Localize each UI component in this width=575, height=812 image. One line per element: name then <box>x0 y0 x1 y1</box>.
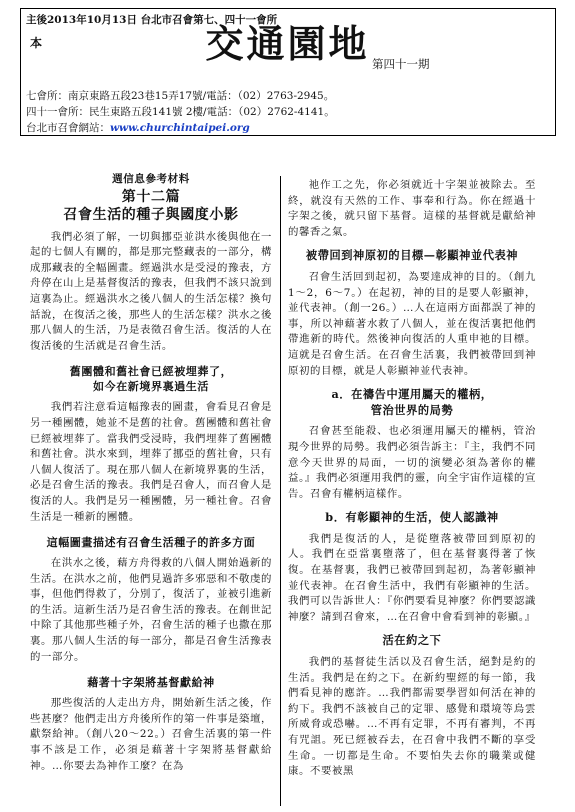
paragraph: 我們是復活的人，是從墮落被帶回到原初的人。我們在亞當裏墮落了，但在基督裏得著了恢復。在基督裏，我們已被帶回到起初，為著彰顯神並代表神。在召會生活中，我們有彰顯神的生活。我們可以告訴世人：『你們要看見神麼？你們要認識神麼？請到召會來，…在召會中會看到神的彰顯。』 <box>288 532 536 623</box>
masthead-ben-mark: 本 <box>30 36 43 50</box>
paragraph: 召會甚至能殺、也必須運用屬天的權柄，管治現今世界的局勢。我們必須告訴主：『主，我們不同意今天世界的局面，一切的演變必須為著你的權益。』我們必須運用我們的靈，向全宇宙作這樣的宣告。召會有權柄這樣作。 <box>288 425 536 500</box>
right-column <box>288 178 536 780</box>
section-heading: 藉著十字架將基督獻給神 <box>87 676 215 690</box>
masthead-date-line: 主後2013年10月13日 台北市召會第七、四十一會所 <box>26 14 278 26</box>
paragraph: 我們必須了解，一切與挪亞並洪水後與他在一起的七個人有關的，都是那完整藏表的一部分，構成那藏表的全幅圖畫。經過洪水是受浸的豫表，方舟停在山上是基督復活的豫表，但我們不該只說到這裏為止。經過洪水之後八個人的生活怎樣？換句話說，在復活之後，那些人的生活怎樣？洪水之後那八個人的生活，乃是表徵召會生活。復活的人在復活後的生活就是召會生活。 <box>30 230 272 352</box>
paragraph: 召會生活回到起初，為要達成神的目的。（創九1～2，6～7。）在起初，神的目的是要人彰顯神，並代表神。（創一26。）…人在這兩方面都誤了神的事，所以神藉著水救了八個人，並在復活裏把他們帶進新的時代。然後神向復活的人重申祂的目標。這就是召會生活。在召會生活裏，我們被帶回到神原初的目標，就是人彰顯神並代表神。 <box>288 270 536 377</box>
paragraph: 我們若注意看這幅豫表的圖畫，會看見召會是另一種團體，她並不是舊的社會。舊團體和舊社會已經被埋葬了。當我們受浸時，我們埋葬了舊團體和舊社會。洪水來到，埋葬了挪亞的舊社會，只有八個人復活了。現在那八個人在新境界裏的生活，必是召會生活的豫表。我們是召會人，而召會人是復活的人。我們是另一種團體，另一種社會。召會生活是一種新的團體。 <box>30 401 272 523</box>
left-column <box>30 164 272 774</box>
section-heading <box>288 387 536 418</box>
website-line <box>26 120 250 135</box>
paragraph: 那些復活的人走出方舟，開始新生活之後，作些甚麼？他們走出方舟後所作的第一件事是築壇，獻祭給神。（創八20～22。）召會生活裏的第一件事不該是工作，必須是藉著十字架將基督獻給神。…你要去為神作工麼？在為 <box>30 697 272 772</box>
section-heading: 這幅圖畫描述有召會生活種子的許多方面 <box>46 536 256 550</box>
section-heading-line: a．在禱告中運用屬天的權柄， <box>331 387 493 402</box>
section-heading: 被帶回到神原初的目標—彰顯神並代表神 <box>305 248 519 263</box>
article-title: 召會生活的種子與國度小影 <box>63 206 239 223</box>
section-heading: 活在約之下 <box>382 633 442 648</box>
section-heading-line: 舊團體和舊社會已經被埋葬了， <box>69 365 233 379</box>
masthead-title: 交通園地 <box>205 21 370 66</box>
section-heading-line: 管治世界的局勢 <box>370 402 454 417</box>
website-link[interactable]: www.churchintaipei.org <box>110 122 250 134</box>
paragraph: 我們的基督徒生活以及召會生活，絕對是約的生活。我們是在約之下。在新約聖經的每一節，我們看見神的應許。…我們都需要學習如何活在神的約下。我們不該被自己的定罪、感覺和環境等烏雲所威脅或恐嚇。…不再有定罪，不再有審判，不再有咒詛。死已經被吞去，在召會中我們不斷的享受生命。一切都是生命。不要怕失去你的職業或健康。不要被黑 <box>288 656 536 778</box>
article-number: 第十二篇 <box>121 188 181 205</box>
address-hall-7: 七會所：南京東路五段23巷15弄17號/電話：（02）2763-2945。 <box>26 90 335 102</box>
reference-kicker: 週信息參考材料 <box>112 173 190 185</box>
section-heading <box>30 364 272 394</box>
section-heading-line: 如今在新境界裏過生活 <box>93 380 209 394</box>
issue-number: 第四十一期 <box>372 57 430 71</box>
paragraph: 祂作工之先，你必須就近十字架並被除去。至終，就沒有天然的工作、事奉和行為。你在經過十字架之後，就只留下基督。這樣的基督就是獻給神的馨香之氣。 <box>288 179 536 238</box>
section-heading: b．有彰顯神的生活，使人認識神 <box>325 510 499 525</box>
website-label: 台北市召會網站： <box>26 122 110 134</box>
paragraph: 在洪水之後，藉方舟得救的八個人開始過新的生活。在洪水之前，他們見過許多邪惡和不敬虔的事，但他們得救了，分別了，復活了，並被引進新的生活。這新生活乃是召會生活的豫表。在創世記中除了其他那些種子外，召會生活的種子也撒在那裏。那八個人生活的每一部分，都是召會生活豫表的一部分。 <box>30 557 272 663</box>
address-hall-41: 四十一會所：民生東路五段141號 2樓/電話：（02）2762-4141。 <box>26 106 335 118</box>
column-divider <box>280 176 281 806</box>
